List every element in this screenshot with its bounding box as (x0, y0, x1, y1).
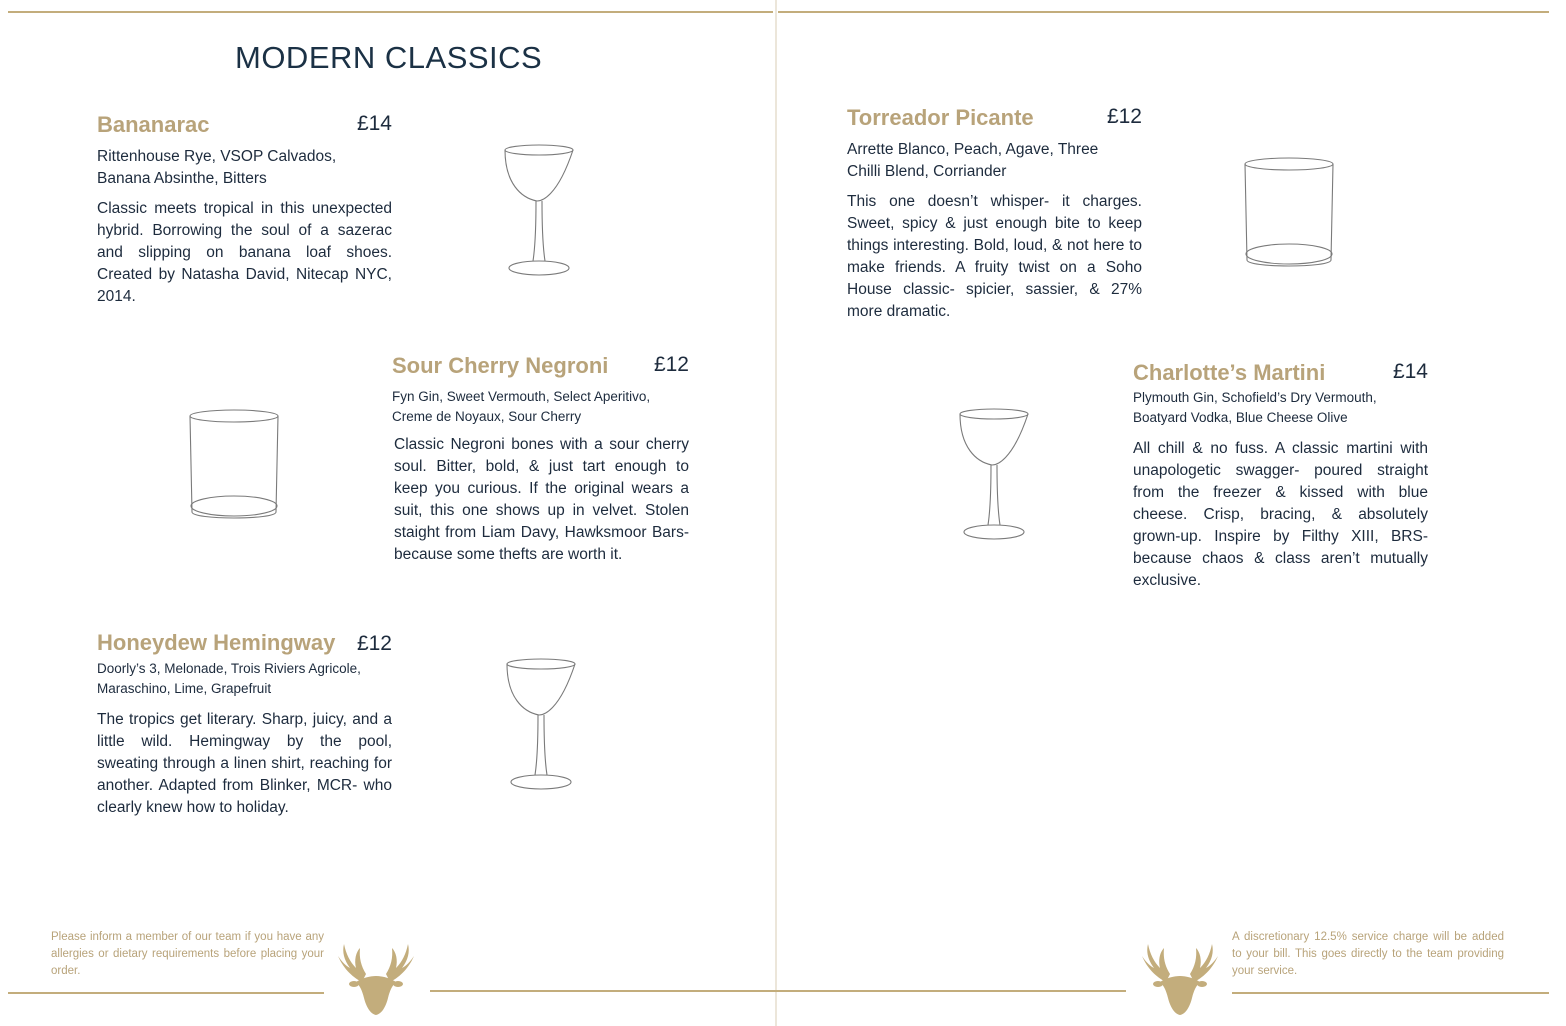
stag-head-logo-icon (1136, 942, 1224, 1016)
cocktail-price: £14 (1392, 360, 1428, 383)
rocks-glass-icon (1244, 156, 1334, 270)
coupe-glass-icon (505, 657, 577, 793)
cocktail-name: Torreador Picante (847, 105, 1034, 130)
service-charge-note: A discretionary 12.5% service charge will be added to your bill. This goes directly to the team providing your service. (1232, 931, 1504, 977)
bottom-rule-center (430, 990, 1126, 992)
coupe-glass-icon (958, 407, 1030, 543)
bottom-rule-left (8, 992, 324, 994)
cocktail-description: This one doesn’t whisper- it charges. Sweet, spicy & just enough bite to keep things interesting. Bold, loud, & not here to make friends. A fruity twist on a Soho House classic- spicier, sassier, & 27% more dramatic. (847, 193, 1142, 320)
cocktail-price: £14 (356, 112, 392, 135)
stag-head-logo-icon (332, 942, 420, 1016)
page-spine (775, 0, 777, 1026)
cocktail-description: Classic meets tropical in this unexpected hybrid. Borrowing the soul of a sazerac and slipping on banana loaf shoes. Created by Natasha David, Nitecap NYC, 2014. (97, 200, 392, 305)
allergy-note: Please inform a member of our team if you have any allergies or dietary requirements before placing your order. (51, 931, 324, 977)
coupe-glass-icon (503, 143, 575, 279)
bottom-rule-right (1232, 992, 1549, 994)
cocktail-price: £12 (1106, 105, 1142, 128)
cocktail-ingredients: Fyn Gin, Sweet Vermouth, Select Aperitivo, Creme de Noyaux, Sour Cherry (392, 389, 651, 424)
cocktail-price: £12 (356, 632, 392, 655)
top-rule-right (778, 11, 1549, 13)
cocktail-price: £12 (653, 353, 689, 376)
cocktail-ingredients: Plymouth Gin, Schofield’s Dry Vermouth, Boatyard Vodka, Blue Cheese Olive (1133, 390, 1377, 425)
cocktail-description: Classic Negroni bones with a sour cherry soul. Bitter, bold, & just tart enough to keep you curious. If the original wears a suit, this one shows up in velvet. Stolen staight from Liam Davy, Hawksmoor Bars- because some thefts are worth it. (394, 436, 689, 563)
cocktail-ingredients: Rittenhouse Rye, VSOP Calvados, Banana Absinthe, Bitters (97, 148, 337, 187)
cocktail-name: Sour Cherry Negroni (392, 353, 609, 378)
section-title: MODERN CLASSICS (235, 40, 543, 75)
top-rule-left (8, 11, 773, 13)
cocktail-name: Honeydew Hemingway (97, 630, 336, 655)
cocktail-name: Bananarac (97, 112, 210, 137)
rocks-glass-icon (189, 408, 279, 522)
cocktail-ingredients: Arrette Blanco, Peach, Agave, Three Chilli Blend, Corriander (847, 141, 1099, 180)
cocktail-name: Charlotte’s Martini (1133, 360, 1326, 385)
cocktail-description: The tropics get literary. Sharp, juicy, and a little wild. Hemingway by the pool, sweating through a linen shirt, reaching for another. Adapted from Blinker, MCR- who clearly knew how to holiday. (97, 711, 392, 816)
cocktail-ingredients: Doorly’s 3, Melonade, Trois Riviers Agricole, Maraschino, Lime, Grapefruit (97, 661, 361, 696)
cocktail-description: All chill & no fuss. A classic martini with unapologetic swagger- poured straight from the freezer & kissed with blue cheese. Crisp, bracing, & absolutely grown-up. Inspire by Filthy XIII, BRS- because chaos & class aren’t mutually exclusive. (1133, 440, 1428, 589)
